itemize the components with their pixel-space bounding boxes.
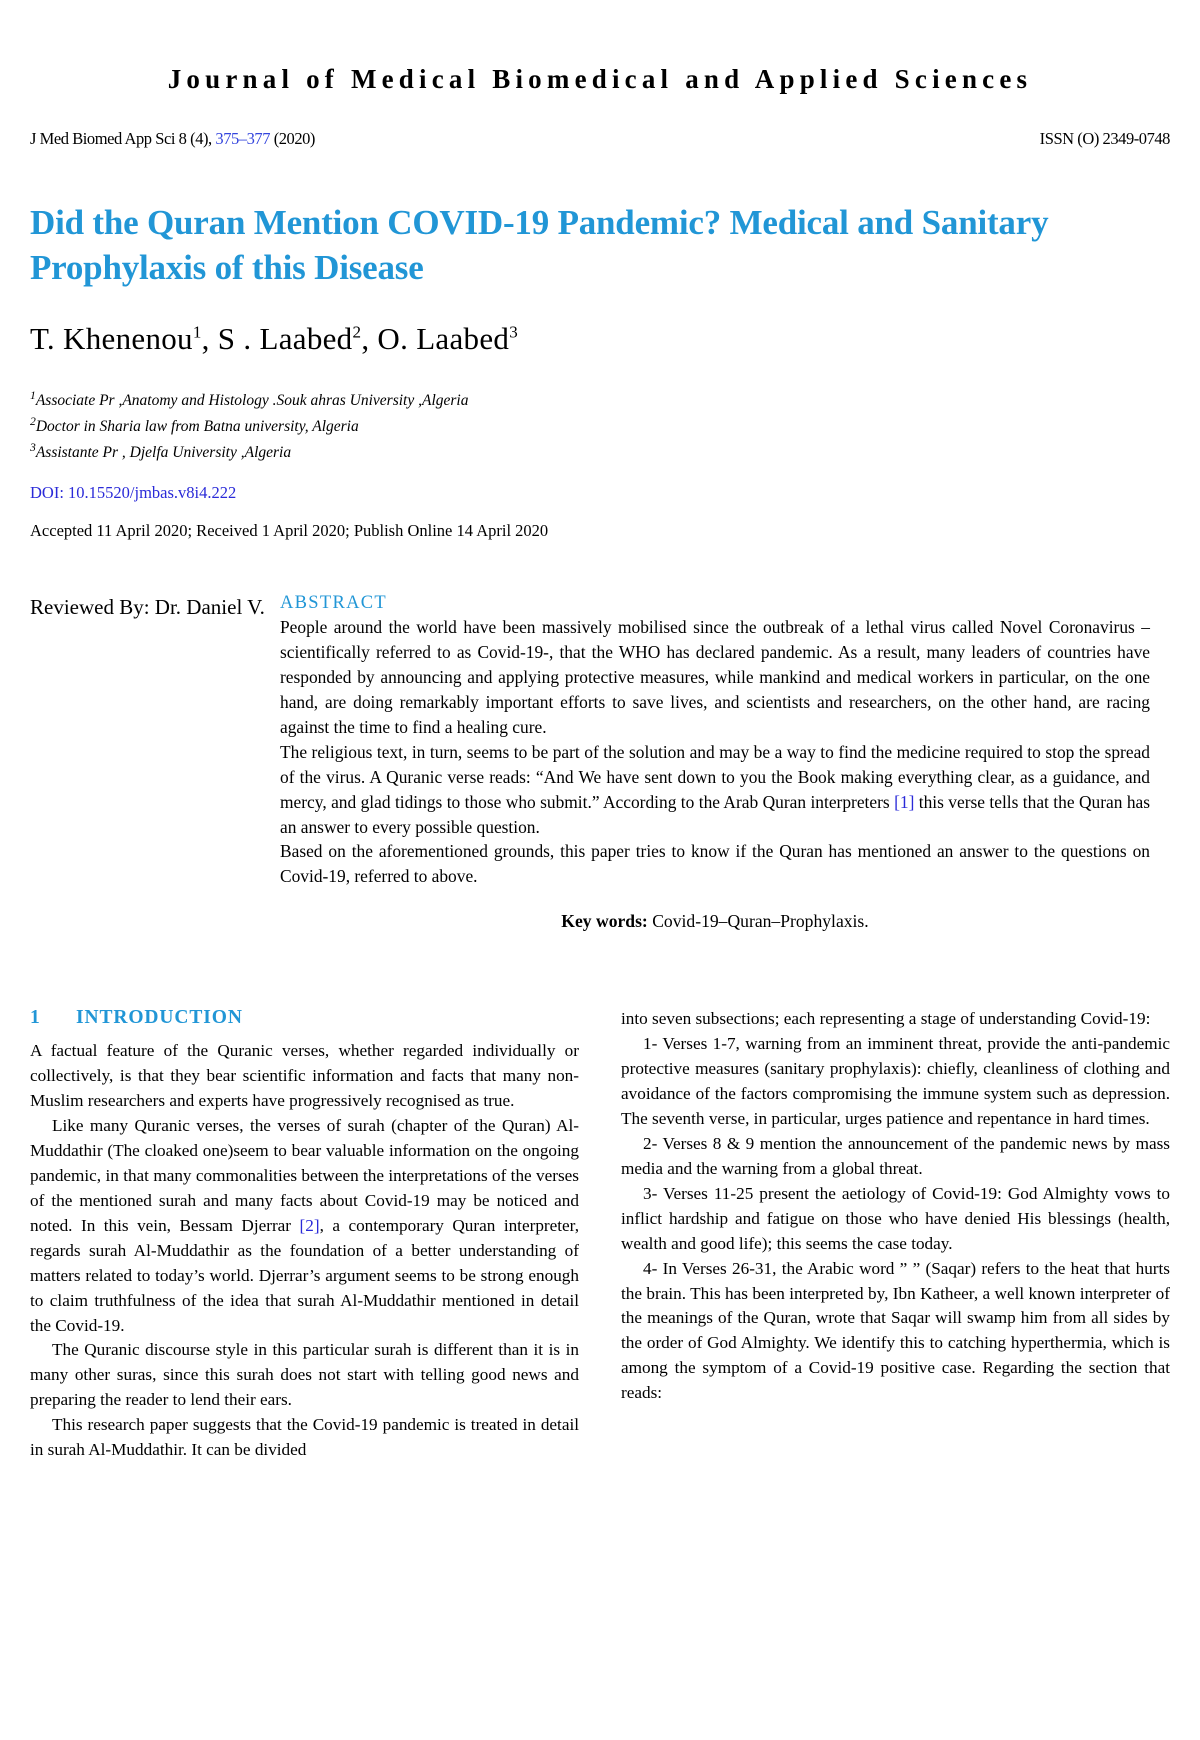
body-paragraph: A factual feature of the Quranic verses, whether regarded individually or collectively, is that they bear scientific information and facts that many non-Muslim researchers and experts have progressively recognised as true. [30, 1041, 579, 1111]
citation-suffix: (2020) [270, 129, 315, 148]
affiliation-item [30, 439, 1170, 465]
affiliation-text: Doctor in Sharia law from Batna university, Algeria [35, 418, 359, 436]
column-right [621, 1007, 1170, 1463]
affiliation-list [30, 387, 1170, 466]
abstract-section [30, 593, 1170, 932]
body-paragraph: into seven subsections; each representing a stage of understanding Covid-19: [621, 1009, 1151, 1029]
affiliation-item [30, 413, 1170, 439]
citation-prefix: J Med Biomed App Sci 8 (4), [30, 129, 216, 148]
issue-line [30, 129, 1170, 149]
keywords [280, 911, 1150, 932]
doi-link[interactable]: DOI: 10.15520/jmbas.v8i4.222 [30, 483, 237, 503]
author-list [30, 321, 1170, 357]
citation-line [30, 129, 315, 149]
section-heading-introduction [30, 1007, 579, 1029]
body-paragraph: 2- Verses 8 & 9 mention the announcement of the pandemic news by mass media and the warning from a global threat. [621, 1133, 1170, 1178]
body-paragraph: The Quranic discourse style in this particular surah is different than it is in many other suras, since this surah does not start with telling good news and preparing the reader to lend their ears. [30, 1340, 579, 1410]
citation-page-range[interactable]: 375–377 [215, 129, 271, 148]
section-number: 1 [30, 1007, 41, 1029]
body-paragraph: This research paper suggests that the Covid-19 pandemic is treated in detail in surah Al-Muddathir. It can be divided [30, 1415, 579, 1460]
affiliation-item [30, 387, 1170, 413]
authors-text: T. Khenenou$^1$, S . Laabed$^2$, O. Laabed$^3$ [30, 320, 519, 356]
section-title: INTRODUCTION [76, 1007, 243, 1029]
masthead [30, 0, 1170, 95]
author-affil-marker-2: 2 [352, 322, 362, 342]
affiliation-text: Associate Pr ,Anatomy and Histology .Souk ahras University ,Algeria [35, 391, 469, 409]
affiliation-text: Assistante Pr , Djelfa University ,Algeria [35, 444, 292, 462]
body-paragraph-part-b: , a contemporary Quran interpreter, regards surah Al-Muddathir as the foundation of a better understanding of matters related to today’s world. Djerrar’s argument seems to be strong enough to claim truthfulness of the idea that surah Al-Muddathir mentioned in detail the Covid-19. [30, 1215, 579, 1335]
abstract-body [280, 593, 1170, 932]
body-paragraph-part-a: Like many Quranic verses, the verses of surah (chapter of the Quran) Al-Muddathir (The cloaked one)seem to bear valuable information on the ongoing pandemic, in that many commonalities between the interpretations of the verses of the mentioned surah and many facts about Covid-19 may be noticed and noted. In this vein, Bessam Djerrar [30, 1116, 579, 1235]
column-left [30, 1007, 579, 1463]
citation-ref-1[interactable]: [1] [894, 791, 915, 812]
affiliation-marker: 2 [30, 414, 36, 428]
abstract-heading: ABSTRACT [280, 593, 388, 614]
abstract-paragraph-part-b: this verse tells that the Quran has an answer to every possible question. [280, 791, 1150, 837]
issn: ISSN (O) 2349-0748 [1039, 129, 1170, 148]
citation-ref-2[interactable]: [2] [299, 1215, 320, 1235]
reviewed-by: Reviewed By: Dr. Daniel V. [30, 595, 265, 620]
body-columns [30, 1007, 1170, 1463]
body-paragraph: 4- In Verses 26-31, the Arabic word ” ” (Saqar) refers to the heat that hurts the brain. This has been interpreted by, Ibn Katheer, a well known interpreter of the meanings of the Quran, wrote that Saqar will swamp him from all sides by the order of God Almighty. We identify this to catching hyperthermia, which is among the symptom of a Covid-19 positive case. Regarding the section that reads: [621, 1258, 1170, 1403]
abstract-paragraph: Based on the aforementioned grounds, this paper tries to know if the Quran has mentioned an answer to the questions on Covid-19, referred to above. [280, 841, 1150, 887]
body-paragraph: 3- Verses 11-25 present the aetiology of Covid-19: God Almighty vows to inflict hardship and fatigue on those who have denied His blessings (health, wealth and good life); this seems the case today. [621, 1183, 1170, 1253]
abstract-paragraph: People around the world have been massively mobilised since the outbreak of a lethal virus called Novel Coronavirus –scientifically referred to as Covid-19-, that the WHO has declared pandemic. As a result, many leaders of countries have responded by announcing and applying protective measures, while mankind and medical workers in particular, on the one hand, are doing remarkably important efforts to save lives, and scientists and researchers, on the other hand, are racing against the time to find a healing cure. [280, 617, 1150, 737]
affiliation-marker: 3 [30, 441, 36, 455]
author-affil-marker-3: 3 [509, 322, 519, 342]
publication-dates: Accepted 11 April 2020; Received 1 April 2020; Publish Online 14 April 2020 [30, 521, 549, 541]
author-affil-marker-1: 1 [192, 322, 202, 342]
journal-title: Journal of Medical Biomedical and Applied Sciences [167, 64, 1033, 94]
keywords-label: Key words: [561, 911, 648, 932]
body-paragraph [30, 1114, 579, 1338]
affiliation-marker: 1 [30, 388, 36, 402]
abstract-paragraph [280, 740, 1150, 840]
page-title: Did the Quran Mention COVID-19 Pandemic? Medical and Sanitary Prophylaxis of this Disease [30, 203, 1049, 287]
body-paragraph: 1- Verses 1-7, warning from an imminent threat, provide the anti-pandemic protective measures (sanitary prophylaxis): chiefly, cleanliness of clothing and avoidance of the factors compromising the immune system such as depression. The seventh verse, in particular, urges patience and repentance in hard times. [621, 1034, 1170, 1128]
abstract-paragraph-part-a: The religious text, in turn, seems to be part of the solution and may be a way to find the medicine required to stop the spread of the virus. A Quranic verse reads: “And We have sent down to you the Book making everything clear, as a guidance, and mercy, and glad tidings to those who submit.” According to the Arab Quran interpreters [280, 741, 1150, 812]
keywords-value: Covid-19–Quran–Prophylaxis. [647, 911, 869, 932]
